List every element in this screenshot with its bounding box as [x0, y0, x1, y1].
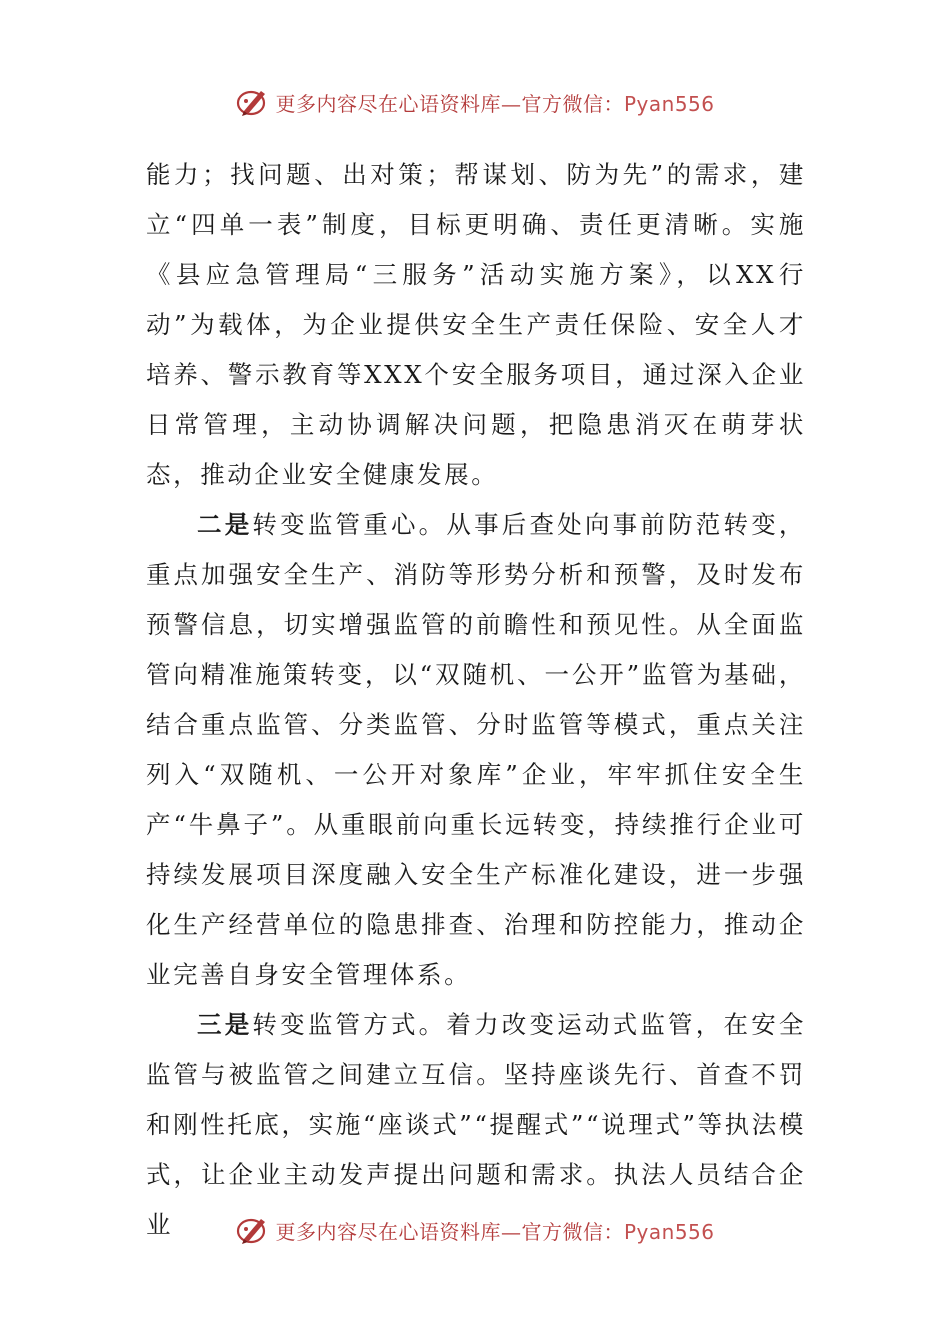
header-watermark	[0, 82, 950, 122]
paragraph-2-text: 转变监管重心。从事后查处向事前防范转变，重点加强安全生产、消防等形势分析和预警，及时发布预警信息，切实增强监管的前瞻性和预见性。从全面监管向精准施策转变，以“双随机、一公开”监管为基础，结合重点监管、分类监管、分时监管等模式，重点关注列入“双随机、一公开对象库”企业，牢牢抓住安全生产“牛鼻子”。从重眼前向重长远转变，持续推行企业可持续发展项目深度融入安全生产标准化建设，进一步强化生产经营单位的隐患排查、治理和防控能力，推动企业完善自身安全管理体系。	[146, 510, 806, 989]
paragraph-1-text: 能力；找问题、出对策；帮谋划、防为先”的需求，建立“四单一表”制度，目标更明确、责任更清晰。实施《县应急管理局“三服务”活动实施方案》，以XX行动”为载体，为企业提供安全生产责任保险、安全人才培养、警示教育等XXX个安全服务项目，通过深入企业日常管理，主动协调解决问题，把隐患消灭在萌芽状态，推动企业安全健康发展。	[146, 160, 806, 489]
paragraph-3-lead: 三是	[197, 1010, 253, 1039]
pen-logo-icon	[235, 1212, 271, 1248]
wechat-id: Pyan556	[623, 91, 715, 116]
footer-watermark	[0, 1210, 950, 1250]
wechat-id: Pyan556	[623, 1219, 715, 1244]
pen-logo-icon	[235, 84, 271, 120]
watermark-text: 更多内容尽在心语资料库—官方微信：Pyan556	[275, 91, 715, 116]
watermark-text: 更多内容尽在心语资料库—官方微信：Pyan556	[275, 1219, 715, 1244]
paragraph-1	[146, 150, 806, 500]
paragraph-2-lead: 二是	[197, 510, 253, 539]
paragraph-3-text: 转变监管方式。着力改变运动式监管，在安全监管与被监管之间建立互信。坚持座谈先行、首查不罚和刚性托底，实施“座谈式”“提醒式”“说理式”等执法模式，让企业主动发声提出问题和需求。执法人员结合企业	[146, 1010, 806, 1239]
document-body	[146, 150, 806, 1250]
paragraph-2	[146, 500, 806, 1000]
